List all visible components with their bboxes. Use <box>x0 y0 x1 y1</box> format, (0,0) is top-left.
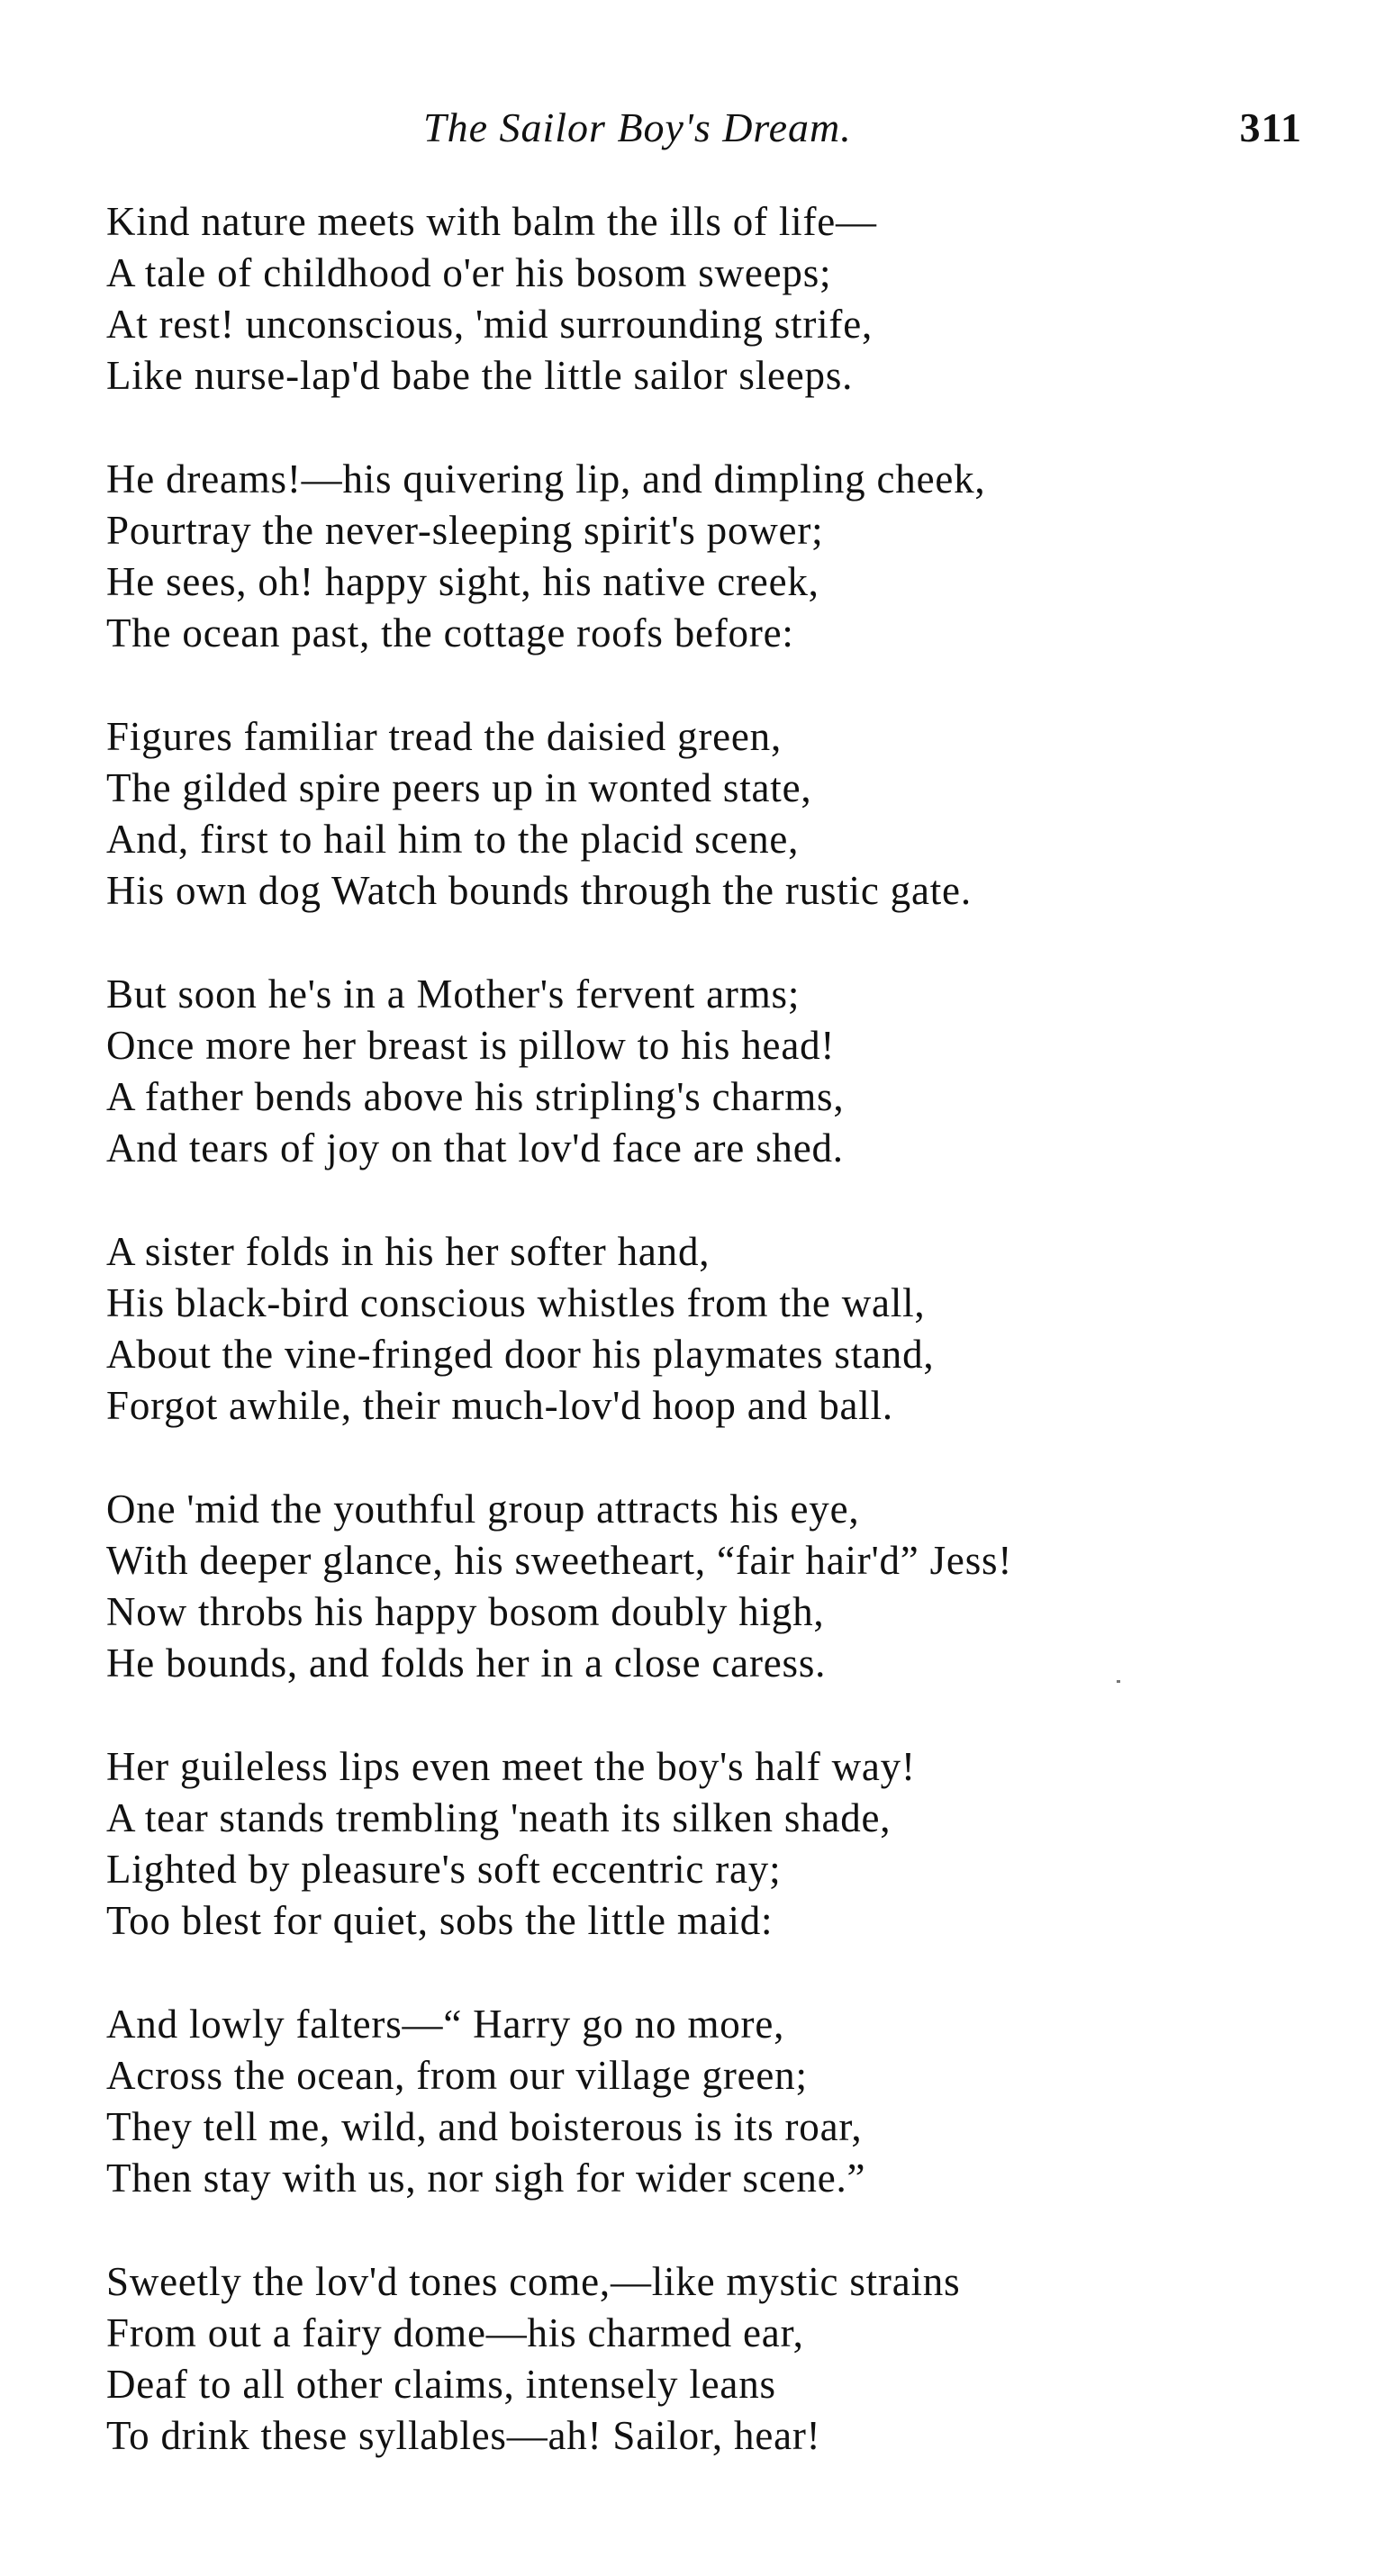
poem-line: His own dog Watch bounds through the rustic gate. <box>106 868 972 913</box>
poem-line: Sweetly the lov'd tones come,—like mystic strains <box>106 2259 961 2304</box>
poem-line: A tear stands trembling 'neath its silken shade, <box>106 1795 892 1840</box>
poem-line: One 'mid the youthful group attracts his eye, <box>106 1487 860 1532</box>
poem-line: Pourtray the never-sleeping spirit's power; <box>106 508 824 553</box>
poem-line: And tears of joy on that lov'd face are shed. <box>106 1125 844 1170</box>
poem-line: His black-bird conscious whistles from the wall, <box>106 1280 926 1325</box>
poem-line: He bounds, and folds her in a close caress. <box>106 1641 827 1686</box>
ink-speck <box>1117 1680 1120 1683</box>
poem-line: And, first to hail him to the placid scene, <box>106 817 800 862</box>
stanza <box>106 1484 1331 1689</box>
poem-line: Lighted by pleasure's soft eccentric ray; <box>106 1847 782 1892</box>
poem-line: Like nurse-lap'd babe the little sailor sleeps. <box>106 353 854 398</box>
poem-line: At rest! unconscious, 'mid surrounding strife, <box>106 302 874 347</box>
poem-line: To drink these syllables—ah! Sailor, hear! <box>106 2413 821 2458</box>
poem-line: A tale of childhood o'er his bosom sweeps; <box>106 250 832 295</box>
stanza <box>106 2256 1331 2462</box>
poem-line: With deeper glance, his sweetheart, “fair hair'd” Jess! <box>106 1538 1013 1583</box>
poem-line: He sees, oh! happy sight, his native creek, <box>106 559 819 604</box>
poem-line: They tell me, wild, and boisterous is its roar, <box>106 2104 863 2149</box>
poem-line: Deaf to all other claims, intensely leans <box>106 2362 776 2407</box>
stanza <box>106 196 1331 402</box>
poem-line: Across the ocean, from our village green; <box>106 2053 808 2098</box>
stanza <box>106 1999 1331 2204</box>
poem-line: Her guileless lips even meet the boy's half way! <box>106 1744 916 1789</box>
stanza <box>106 1741 1331 1947</box>
poem-line: Then stay with us, nor sigh for wider scene.” <box>106 2156 866 2201</box>
page-number: 311 <box>1239 104 1302 150</box>
poem-line: Once more her breast is pillow to his head! <box>106 1023 836 1068</box>
poem-line: The gilded spire peers up in wonted state, <box>106 765 812 810</box>
stanza <box>106 969 1331 1174</box>
poem-line: Now throbs his happy bosom doubly high, <box>106 1589 825 1634</box>
poem-line: Figures familiar tread the daisied green, <box>106 714 783 759</box>
poem-line: He dreams!—his quivering lip, and dimpling cheek, <box>106 456 986 502</box>
poem-body <box>106 196 1331 2514</box>
poem-line: But soon he's in a Mother's fervent arms; <box>106 972 801 1017</box>
poem-line: From out a fairy dome—his charmed ear, <box>106 2310 804 2355</box>
poem-line: Kind nature meets with balm the ills of life— <box>106 199 877 244</box>
running-title: The Sailor Boy's Dream. <box>423 104 852 150</box>
poem-line: And lowly falters—“ Harry go no more, <box>106 2002 785 2047</box>
poem-line: Forgot awhile, their much-lov'd hoop and ball. <box>106 1383 893 1428</box>
stanza <box>106 1226 1331 1432</box>
poem-line: A father bends above his stripling's charms, <box>106 1074 845 1119</box>
running-header <box>0 104 1376 158</box>
poem-line: The ocean past, the cottage roofs before: <box>106 610 794 655</box>
stanza <box>106 711 1331 917</box>
poem-line: A sister folds in his her softer hand, <box>106 1229 711 1274</box>
stanza <box>106 454 1331 659</box>
poem-line: Too blest for quiet, sobs the little maid: <box>106 1898 774 1943</box>
poem-line: About the vine-fringed door his playmates stand, <box>106 1332 935 1377</box>
